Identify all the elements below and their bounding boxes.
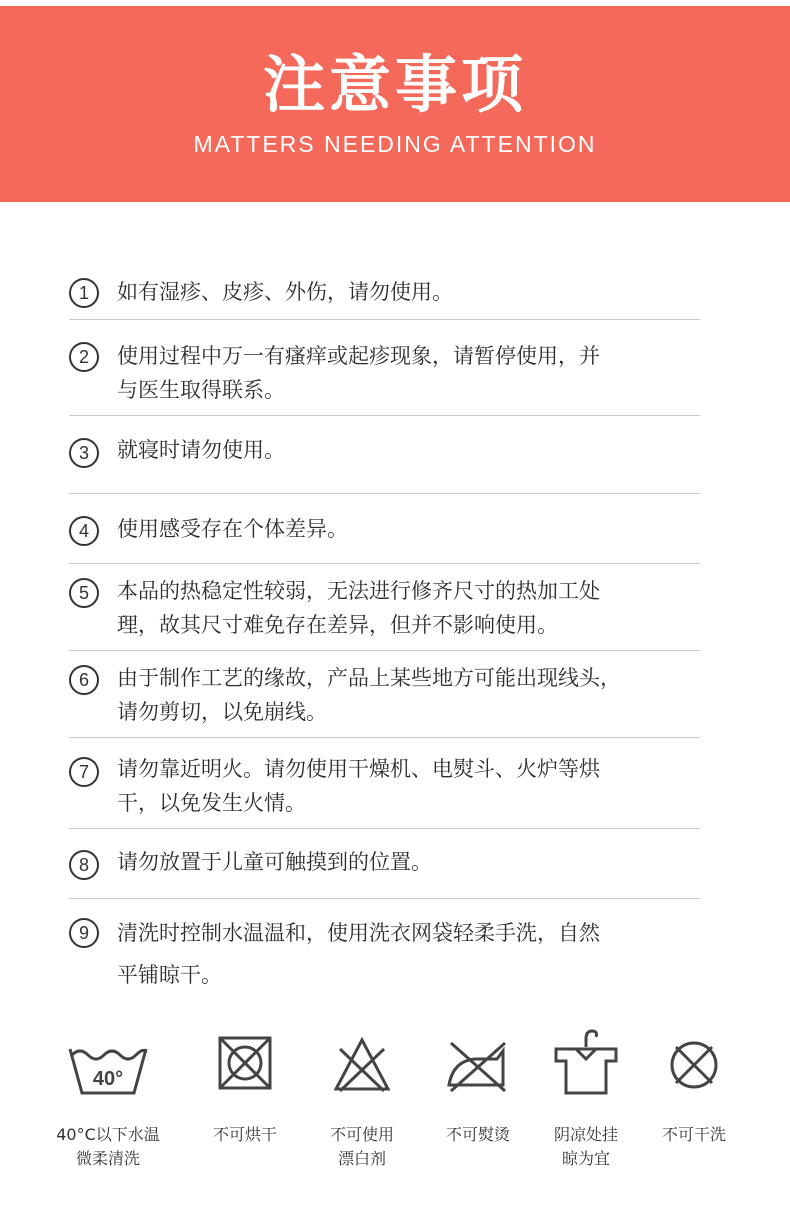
wash-temp-text: 40° (92, 1068, 124, 1090)
page-subtitle: MATTERS NEEDING ATTENTION (193, 131, 597, 157)
no-iron-icon (445, 1035, 511, 1095)
divider (69, 415, 700, 416)
circled-number: 7 (69, 757, 99, 787)
notice-text: 本品的热稳定性较弱，无法进行修齐尺寸的热加工处 理，故其尺寸难免存在差异，但并不影响使用。 (117, 579, 600, 637)
notice-text: 请勿放置于儿童可触摸到的位置。 (117, 850, 432, 874)
care-label: 不可干洗 (661, 1125, 726, 1144)
divider (69, 737, 700, 738)
notice-text: 由于制作工艺的缘故，产品上某些地方可能出现线头， 请勿剪切，以免崩线。 (117, 666, 621, 724)
no-dry-clean-icon (666, 1035, 722, 1095)
circled-number: 8 (69, 850, 99, 880)
divider (69, 319, 700, 320)
circled-number: 4 (69, 516, 99, 546)
page-title: 注意事项 (262, 48, 527, 121)
care-label: 不可熨烫 (445, 1125, 510, 1144)
divider (69, 563, 700, 564)
notice-text: 使用感受存在个体差异。 (117, 517, 348, 541)
wash-40-icon (66, 1035, 150, 1101)
circled-number: 2 (69, 342, 99, 372)
circled-number: 5 (69, 578, 99, 608)
divider (69, 828, 700, 829)
divider (69, 650, 700, 651)
notice-text: 请勿靠近明火。请勿使用干燥机、电熨斗、火炉等烘 干，以免发生火情。 (117, 757, 600, 815)
notice-text: 使用过程中万一有瘙痒或起疹现象，请暂停使用，并 与医生取得联系。 (117, 344, 600, 402)
care-label: 阴凉处挂 晾为宜 (553, 1125, 618, 1168)
circled-number: 9 (69, 918, 99, 948)
divider (69, 898, 700, 899)
care-label: 40°C以下水温 微柔清洗 (56, 1125, 160, 1168)
notice-text: 清洗时控制水温温和，使用洗衣网袋轻柔手洗，自然 平铺晾干。 (117, 921, 600, 987)
care-label: 不可烘干 (212, 1125, 277, 1144)
no-tumble-dry-icon (217, 1035, 273, 1091)
hang-dry-shade-icon (550, 1027, 622, 1099)
notice-text: 就寝时请勿使用。 (117, 438, 285, 462)
circled-number: 3 (69, 438, 99, 468)
header-banner (0, 6, 790, 202)
notice-text: 如有湿疹、皮疹、外伤，请勿使用。 (117, 280, 453, 304)
care-label: 不可使用 漂白剂 (329, 1125, 394, 1168)
circled-number: 1 (69, 278, 99, 308)
no-bleach-icon (332, 1035, 392, 1095)
circled-number: 6 (69, 665, 99, 695)
divider (69, 493, 700, 494)
